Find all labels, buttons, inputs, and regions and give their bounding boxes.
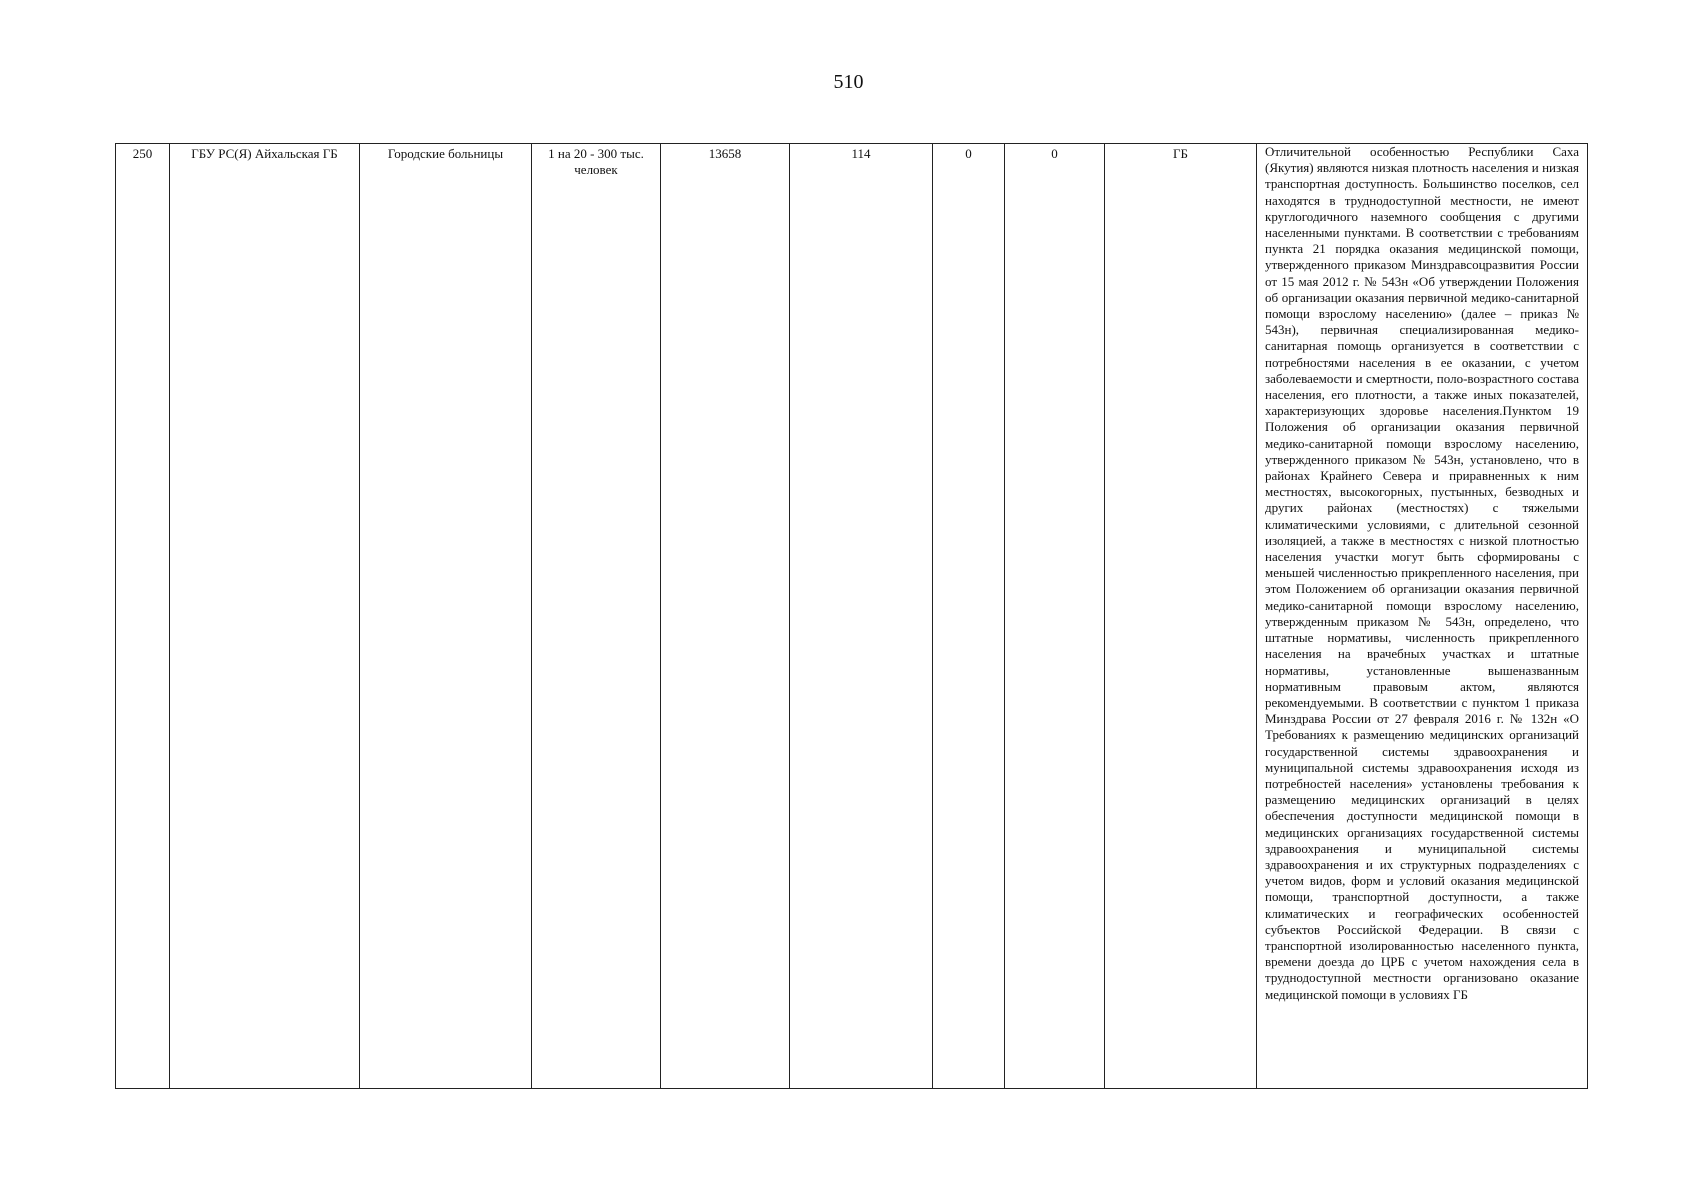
population-cell: 13658 (661, 144, 790, 1089)
organization-type-cell: Городские больницы (360, 144, 532, 1089)
justification-note-cell: Отличительной особенностью Республики Саха (Якутия) являются низкая плотность населения и низкая транспортная доступность. Большинство поселков, сел находятся в труднодоступной местности, не имеют круглогодичного наземного сообщения с другими населенными пунктами. В соответствии с требованиям пункта 21 порядка оказания медицинской помощи, утвержденного приказом Минздравсоцразвития России от 15 мая 2012 г. № 543н «Об утверждении Положения об организации оказания первичной медико-санитарной помощи взрослому населению» (далее – приказ № 543н), первичная специализированная медико-санитарная помощь организуется в соответствии с потребностями населения в ее оказании, с учетом заболеваемости и смертности, поло-возрастного состава населения, его плотности, а также иных показателей, характеризующих здоровье населения.Пунктом 19 Положения об организации оказания первичной медико-санитарной помощи взрослому населению, утвержденного приказом № 543н, установлено, что в районах Крайнего Севера и приравненных к ним местностях, высокогорных, пустынных, безводных и других районах (местностях) с тяжелыми климатическими условиями, с длительной сезонной изоляцией, а также в местностях с низкой плотностью населения участки могут быть сформированы с меньшей численностью прикрепленного населения, при этом Положением об организации оказания первичной медико-санитарной помощи взрослому населению, утвержденным приказом № 543н, определено, что штатные нормативы, численность прикрепленного населения на врачебных участках и штатные нормативы, установленные вышеназванным нормативным правовым актом, являются рекомендуемыми. В соответствии с пунктом 1 приказа Минздрава России от 27 февраля 2016 г. № 132н «О Требованиях к размещению медицинских организаций государственной системы здравоохранения и муниципальной системы здравоохранения исходя из потребностей населения» установлены требования к размещению медицинских организаций в целях обеспечения доступности медицинской помощи в медицинских организациях государственной системы здравоохранения и муниципальной системы здравоохранения и их структурных подразделениях с учетом видов, форм и условий оказания медицинской помощи, транспортной доступности, а также климатических и географических особенностей субъектов Российской Федерации. В связи с транспортной изолированностью населенного пункта, времени доезда до ЦРБ с учетом нахождения села в труднодоступной местности организовано оказание медицинской помощи в условиях ГБ (1257, 144, 1588, 1089)
organization-cell: ГБУ РС(Я) Айхальская ГБ (170, 144, 360, 1089)
page-number: 510 (833, 71, 864, 93)
category-cell: ГБ (1105, 144, 1257, 1089)
data-table (115, 143, 1588, 1089)
norm-cell: 1 на 20 - 300 тыс. человек (532, 144, 661, 1089)
table-row (116, 144, 1588, 1089)
value-1-cell: 114 (790, 144, 933, 1089)
row-index-cell: 250 (116, 144, 170, 1089)
value-3-cell: 0 (1005, 144, 1105, 1089)
value-2-cell: 0 (933, 144, 1005, 1089)
